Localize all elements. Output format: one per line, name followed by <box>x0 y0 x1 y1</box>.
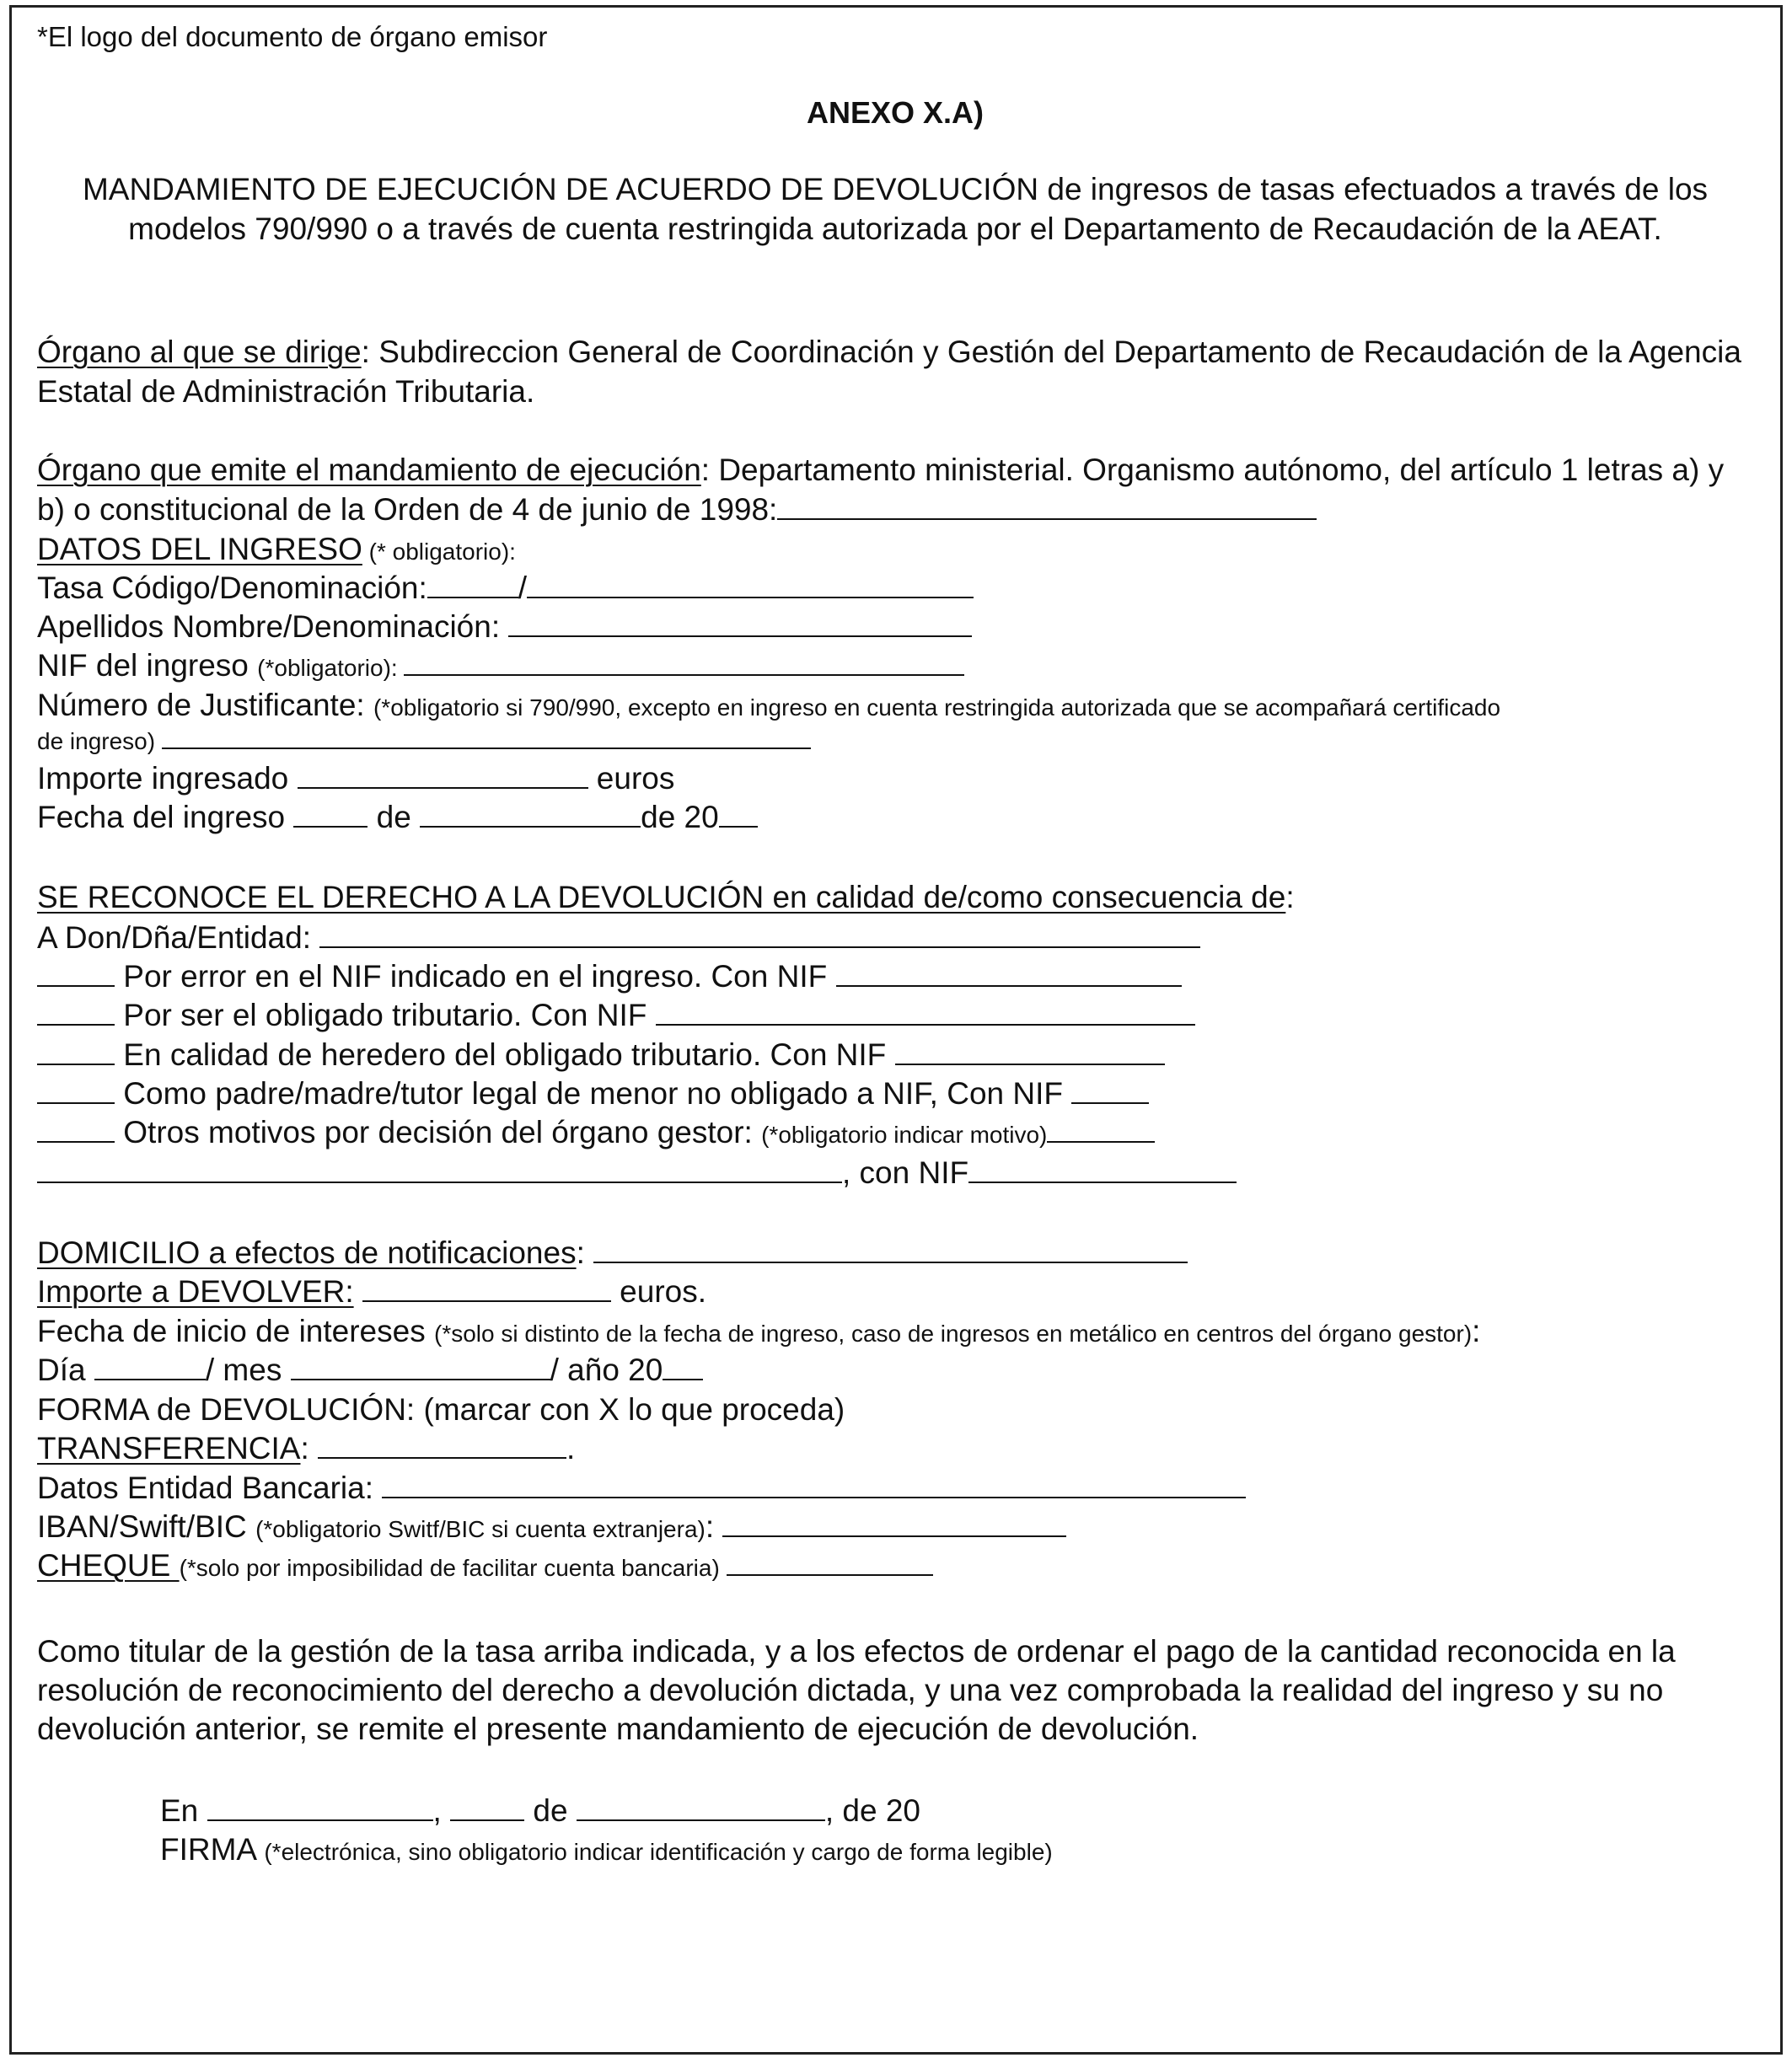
importe-ingresado-unit: euros <box>587 761 675 796</box>
entidad-field[interactable] <box>382 1471 1246 1498</box>
option-5-motivo-field[interactable] <box>1047 1116 1155 1143</box>
option-3-check[interactable] <box>37 1038 115 1065</box>
tasa-codigo-field[interactable] <box>427 571 518 598</box>
option-4-label: Como padre/madre/tutor legal de menor no obligado a NIF, Con NIF <box>115 1076 1072 1111</box>
document-heading <box>37 169 1753 249</box>
iban-note: (*obligatorio Switf/BIC si cuenta extranjera) <box>255 1516 706 1542</box>
organo-emite-label: Órgano que emite el mandamiento de ejecución <box>37 453 701 487</box>
option-3-label: En calidad de heredero del obligado tributario. Con NIF <box>115 1037 895 1072</box>
firma-label: FIRMA <box>160 1832 265 1867</box>
domicilio-field[interactable] <box>593 1236 1188 1263</box>
fecha-intereses-label: Fecha de inicio de intereses <box>37 1314 434 1348</box>
organo-dirige-label: Órgano al que se dirige <box>37 335 362 369</box>
importe-ingresado-label: Importe ingresado <box>37 761 298 796</box>
tasa-denominacion-field[interactable] <box>527 571 974 598</box>
fecha-mes-field[interactable] <box>420 801 641 828</box>
option-5 <box>37 1114 1155 1154</box>
cheque-note: (*solo por imposibilidad de facilitar cuenta bancaria) <box>179 1555 727 1581</box>
lugar-de: de <box>524 1793 577 1828</box>
lugar-en: En <box>160 1793 207 1828</box>
option-5-con-nif: , con NIF <box>842 1155 969 1190</box>
fecha-intereses-colon: : <box>1472 1314 1481 1348</box>
intereses-dia-field[interactable] <box>94 1353 206 1380</box>
justificante-field[interactable] <box>162 727 811 749</box>
option-1 <box>37 958 1182 995</box>
option-5-nif-field[interactable] <box>968 1156 1237 1183</box>
justificante-label: Número de Justificante: <box>37 688 373 722</box>
fecha-intereses-row <box>37 1313 1480 1353</box>
option-4-check[interactable] <box>37 1077 115 1104</box>
fecha-ano-field[interactable] <box>719 801 758 828</box>
transferencia-label[interactable]: TRANSFERENCIA <box>37 1431 301 1466</box>
fecha-de: de <box>368 800 421 834</box>
importe-ingresado-row <box>37 760 674 797</box>
option-5-label: Otros motivos por decisión del órgano gestor: <box>115 1115 762 1149</box>
option-1-label: Por error en el NIF indicado en el ingreso. Con NIF <box>115 959 836 994</box>
fecha-intereses-ano: / año 20 <box>550 1353 663 1387</box>
transferencia-colon: : <box>300 1431 319 1466</box>
derecho-label: SE RECONOCE EL DERECHO A LA DEVOLUCIÓN en calidad de/como consecuencia de <box>37 880 1286 914</box>
importe-ingresado-field[interactable] <box>298 762 588 789</box>
don-row <box>37 919 1200 956</box>
logo-note: *El logo del documento de órgano emisor <box>37 21 548 52</box>
importe-devolver-label: Importe a DEVOLVER: <box>37 1274 354 1309</box>
organo-emite-text: : Departamento ministerial. Organismo autónomo, del artículo 1 letras a) y b) o constitucional de la Orden de 4 de junio de 1998: <box>37 453 1725 527</box>
intereses-ano-field[interactable] <box>663 1353 703 1380</box>
option-4 <box>37 1075 1149 1112</box>
heading-caps: MANDAMIENTO DE EJECUCIÓN DE ACUERDO DE DEVOLUCIÓN <box>82 172 1039 206</box>
document-title: ANEXO X.A) <box>806 95 985 130</box>
iban-label: IBAN/Swift/BIC <box>37 1509 256 1544</box>
justificante-row-2 <box>37 726 811 757</box>
domicilio-label: DOMICILIO a efectos de notificaciones <box>37 1235 577 1270</box>
transferencia-row <box>37 1430 575 1467</box>
option-5-check[interactable] <box>37 1116 115 1143</box>
nif-note: (*obligatorio): <box>257 655 405 681</box>
tasa-label: Tasa Código/Denominación: <box>37 571 427 605</box>
fecha-intereses-fields <box>37 1352 703 1389</box>
tasa-separator: / <box>518 571 528 605</box>
option-2 <box>37 997 1195 1034</box>
option-3 <box>37 1037 1165 1074</box>
derecho-colon: : <box>1285 880 1295 914</box>
apellidos-field[interactable] <box>508 610 972 637</box>
option-5-note: (*obligatorio indicar motivo) <box>761 1122 1048 1148</box>
option-4-nif-field[interactable] <box>1071 1077 1149 1104</box>
domicilio-colon: : <box>576 1235 594 1270</box>
organo-dirige-text: : Subdireccion General de Coordinación y Gestión del Departamento de Recaudación de la Agencia Estatal de Administración Tributaria. <box>37 335 1741 409</box>
importe-devolver-row <box>37 1273 706 1310</box>
don-field[interactable] <box>319 921 1200 948</box>
tasa-row <box>37 570 974 607</box>
datos-ingreso-label: DATOS DEL INGRESO <box>37 532 362 566</box>
option-1-check[interactable] <box>37 960 115 987</box>
iban-colon: : <box>705 1509 723 1544</box>
datos-ingreso-heading <box>37 531 516 571</box>
lugar-dia-field[interactable] <box>450 1794 524 1821</box>
cheque-label[interactable]: CHEQUE <box>37 1548 180 1583</box>
lugar-field[interactable] <box>207 1794 433 1821</box>
option-5-row-2 <box>37 1155 1237 1192</box>
nif-label: NIF del ingreso <box>37 648 258 683</box>
fecha-de20: de 20 <box>641 800 719 834</box>
forma-devolucion: FORMA de DEVOLUCIÓN: (marcar con X lo que proceda) <box>37 1392 845 1427</box>
importe-devolver-field[interactable] <box>362 1275 611 1302</box>
datos-ingreso-note: (* obligatorio): <box>362 539 516 565</box>
justificante-note: (*obligatorio si 790/990, excepto en ingreso en cuenta restringida autorizada que se acompañará certificado <box>373 694 1501 721</box>
closing-paragraph: Como titular de la gestión de la tasa arriba indicada, y a los efectos de ordenar el pago de la cantidad reconocida en la resolución de reconocimiento del derecho a devolución dictada, y una vez comprobada la realidad del ingreso y su no devolución anterior, se remite el presente mandamiento de ejecución de devolución. <box>37 1634 1676 1746</box>
nif-row <box>37 647 964 687</box>
organo-dirige <box>37 332 1757 411</box>
justificante-row <box>37 687 1500 726</box>
organo-emite <box>37 450 1757 529</box>
fecha-intereses-note: (*solo si distinto de la fecha de ingreso, caso de ingresos en metálico en centros del órgano gestor) <box>434 1321 1473 1347</box>
lugar-comma: , <box>432 1793 451 1828</box>
lugar-fecha-row <box>160 1792 920 1830</box>
cheque-row <box>37 1547 933 1587</box>
intereses-mes-field[interactable] <box>291 1353 550 1380</box>
fecha-ingreso-label: Fecha del ingreso <box>37 800 294 834</box>
fecha-intereses-mes: / mes <box>205 1353 291 1387</box>
domicilio-row <box>37 1235 1188 1272</box>
don-label: A Don/Dña/Entidad: <box>37 920 320 955</box>
firma-row <box>160 1831 1053 1871</box>
apellidos-row <box>37 608 972 646</box>
lugar-de20: , de 20 <box>824 1793 920 1828</box>
cheque-field[interactable] <box>727 1554 933 1576</box>
fecha-intereses-dia: Día <box>37 1353 94 1387</box>
entidad-label: Datos Entidad Bancaria: <box>37 1471 383 1505</box>
option-3-nif-field[interactable] <box>895 1038 1165 1065</box>
transferencia-field[interactable] <box>318 1432 566 1459</box>
nif-field[interactable] <box>404 649 964 676</box>
firma-note: (*electrónica, sino obligatorio indicar identificación y cargo de forma legible) <box>264 1839 1053 1865</box>
iban-row <box>37 1508 1066 1548</box>
fecha-ingreso-row <box>37 799 758 836</box>
entidad-row <box>37 1470 1246 1507</box>
transferencia-end: . <box>566 1431 576 1466</box>
organo-emite-field[interactable] <box>777 493 1317 520</box>
option-5-motivo-field-2[interactable] <box>37 1156 842 1183</box>
importe-devolver-unit: euros. <box>610 1274 707 1309</box>
fecha-dia-field[interactable] <box>293 801 368 828</box>
option-1-nif-field[interactable] <box>836 960 1182 987</box>
heading-rest: de ingresos de tasas efectuados a través de los modelos 790/990 o a través de cuenta restringida autorizada por el Departamento de Recaudación de la AEAT. <box>128 172 1709 246</box>
iban-field[interactable] <box>722 1510 1066 1537</box>
option-2-label: Por ser el obligado tributario. Con NIF <box>115 998 656 1032</box>
apellidos-label: Apellidos Nombre/Denominación: <box>37 609 509 644</box>
derecho-heading <box>37 879 1295 916</box>
option-2-check[interactable] <box>37 999 115 1026</box>
lugar-mes-field[interactable] <box>577 1794 825 1821</box>
justificante-note-2: de ingreso) <box>37 728 162 754</box>
option-2-nif-field[interactable] <box>656 999 1195 1026</box>
